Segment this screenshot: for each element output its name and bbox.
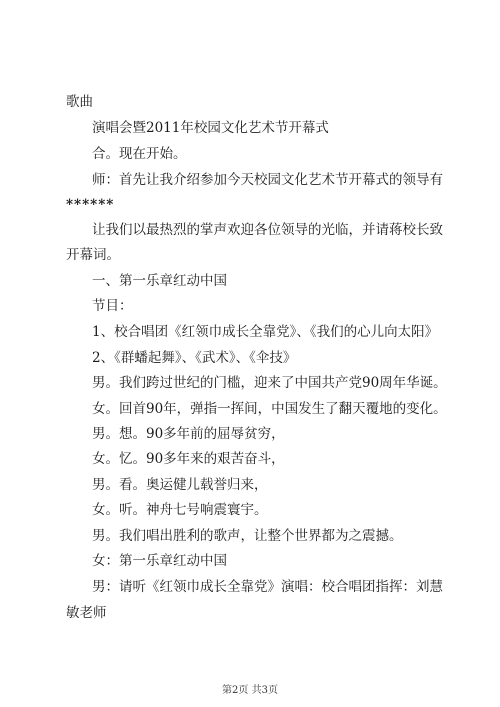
- dialogue-line: 女。听。神舟七号响震寰宇。: [92, 502, 268, 518]
- dialogue-line: 女：第一乐章红动中国: [92, 553, 227, 569]
- program-item: 1、校合唱团《红领巾成长全靠党》、《我们的心儿向太阳》: [92, 324, 439, 340]
- asterisk-line: ******: [66, 197, 115, 213]
- dialogue-line: 男。我们唱出胜利的歌声，让整个世界都为之震撼。: [92, 528, 403, 544]
- text-line: 合。现在开始。: [92, 146, 187, 162]
- text-line: 敏老师: [66, 605, 107, 621]
- dialogue-line: 女。回首90年，弹指一挥间，中国发生了翻天覆地的变化。: [92, 401, 447, 417]
- text-line: 师：首先让我介绍参加今天校园文化艺术节开幕式的领导有: [92, 172, 443, 188]
- section-heading: 一、第一乐章红动中国: [92, 273, 227, 289]
- program-item: 2、《群蟠起舞》、《武术》、《伞技》: [92, 350, 297, 366]
- dialogue-line: 女。忆。90多年来的艰苦奋斗，: [92, 451, 285, 467]
- text-line: 让我们以最热烈的掌声欢迎各位领导的光临，并请蒋校长致: [92, 222, 443, 238]
- page-footer: 第2页 共3页: [222, 685, 278, 696]
- text-line: 歌曲: [66, 94, 93, 110]
- text-line: 演唱会暨2011年校园文化艺术节开幕式: [92, 120, 329, 136]
- dialogue-line: 男。我们跨过世纪的门槛，迎来了中国共产党90周年华诞。: [92, 375, 447, 391]
- text-line: 开幕词。: [66, 247, 120, 263]
- dialogue-line: 男。看。奥运健儿载誉归来，: [92, 477, 268, 493]
- dialogue-line: 男。想。90多年前的屈辱贫穷，: [92, 426, 285, 442]
- dialogue-line: 男：请听《红领巾成长全靠党》演唱：校合唱团指挥：刘慧: [92, 579, 443, 595]
- text-line: 节目：: [92, 298, 133, 314]
